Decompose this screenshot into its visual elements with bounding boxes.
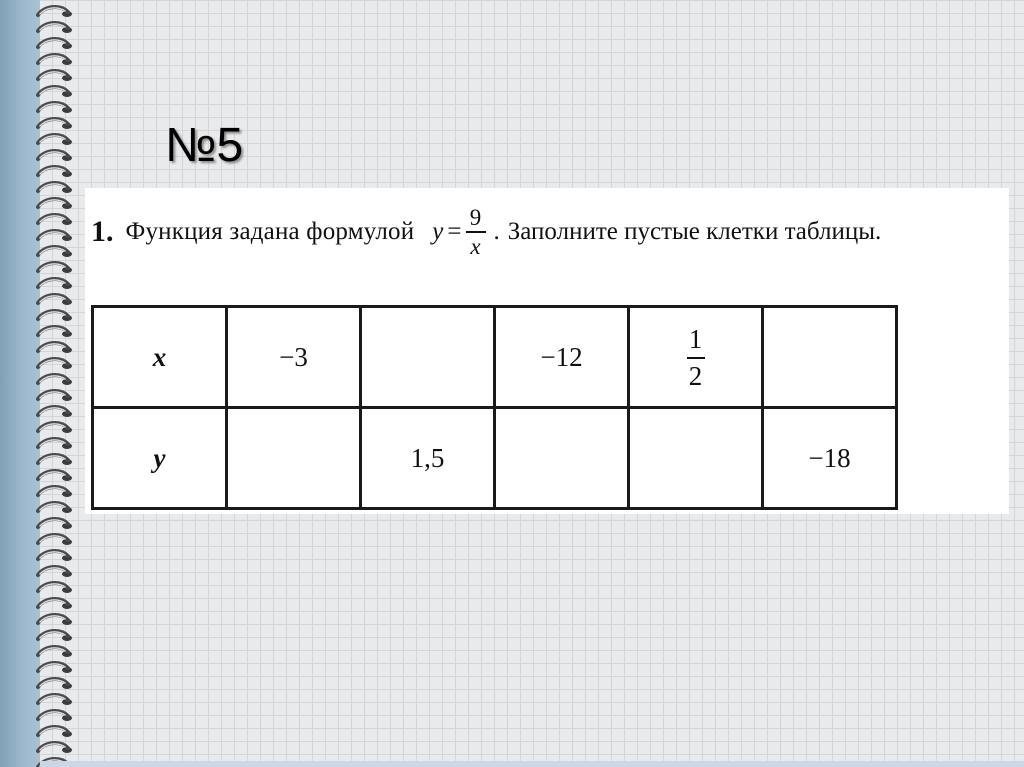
spiral-ring [38, 231, 72, 241]
spiral-ring [38, 487, 72, 497]
spiral-ring [38, 711, 72, 721]
spiral-ring [38, 327, 72, 337]
spiral-ring [38, 599, 72, 609]
row-header-x: x [93, 307, 227, 408]
task-text-after: Заполните пустые клетки таблицы. [507, 218, 882, 245]
table-cell[interactable] [227, 408, 361, 509]
spiral-ring [38, 567, 72, 577]
spiral-ring [38, 615, 72, 625]
table-cell[interactable]: 1,5 [361, 408, 495, 509]
table-row-x [93, 307, 897, 408]
spiral-ring [38, 359, 72, 369]
table-cell[interactable] [763, 307, 897, 408]
spiral-ring [38, 7, 72, 17]
row-header-y: y [93, 408, 227, 509]
spiral-ring [38, 423, 72, 433]
formula-denominator: x [470, 234, 481, 259]
spiral-ring [38, 743, 72, 753]
task-text-before: Функция задана формулой [125, 218, 415, 245]
spiral-ring [38, 103, 72, 113]
spiral-ring [38, 311, 72, 321]
cell-fraction [687, 326, 705, 390]
fraction-bar [687, 357, 705, 359]
table-cell[interactable]: −3 [227, 307, 361, 408]
table-cell[interactable]: −18 [763, 408, 897, 509]
spiral-ring [38, 407, 72, 417]
formula-period: . [493, 218, 500, 245]
spiral-ring [38, 23, 72, 33]
spiral-ring [38, 471, 72, 481]
spiral-ring [38, 679, 72, 689]
spiral-ring [38, 247, 72, 257]
spiral-ring [38, 135, 72, 145]
spiral-ring [38, 375, 72, 385]
spiral-ring [38, 519, 72, 529]
spiral-ring [38, 631, 72, 641]
spiral-ring [38, 647, 72, 657]
spiral-ring [38, 695, 72, 705]
spiral-ring [38, 343, 72, 353]
spiral-binding [34, 0, 90, 767]
spiral-ring [38, 119, 72, 129]
formula-equals: = [447, 218, 462, 245]
spiral-ring [38, 279, 72, 289]
table-cell[interactable] [495, 408, 629, 509]
spiral-ring [38, 55, 72, 65]
spiral-ring [38, 551, 72, 561]
spiral-ring [38, 295, 72, 305]
table-cell[interactable] [629, 307, 763, 408]
formula-fraction [466, 206, 486, 258]
spiral-ring [38, 535, 72, 545]
spiral-ring [38, 39, 72, 49]
fraction-bar [466, 231, 486, 233]
spiral-ring [38, 167, 72, 177]
spiral-ring [38, 199, 72, 209]
cell-fraction-denominator: 2 [688, 361, 703, 391]
spiral-ring [38, 439, 72, 449]
spiral-ring [38, 503, 72, 513]
spiral-ring [38, 215, 72, 225]
task-statement [91, 206, 881, 258]
bottom-border [40, 761, 1024, 767]
spiral-ring [38, 183, 72, 193]
formula-numerator: 9 [469, 205, 482, 230]
table-cell[interactable] [361, 307, 495, 408]
table-cell[interactable]: −12 [495, 307, 629, 408]
spiral-ring [38, 663, 72, 673]
spiral-ring [38, 391, 72, 401]
slide-title: №5 [165, 119, 244, 172]
values-table [91, 305, 898, 510]
table-cell[interactable] [629, 408, 763, 509]
spiral-ring [38, 727, 72, 737]
cell-fraction-numerator: 1 [688, 324, 703, 354]
spiral-ring [38, 71, 72, 81]
spiral-ring [38, 583, 72, 593]
exercise-card [85, 188, 1009, 514]
spiral-ring [38, 263, 72, 273]
formula-lhs: y [432, 218, 444, 245]
table-row-y [93, 408, 897, 509]
formula [432, 206, 485, 258]
spiral-ring [38, 151, 72, 161]
task-number: 1. [91, 215, 114, 248]
spiral-ring [38, 87, 72, 97]
spiral-ring [38, 455, 72, 465]
